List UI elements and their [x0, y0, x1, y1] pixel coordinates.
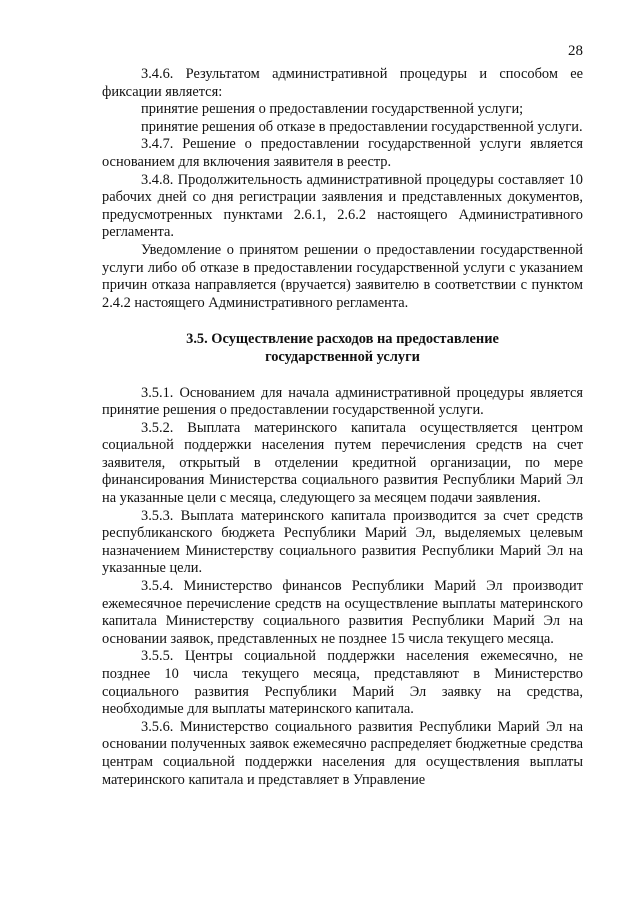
paragraph-3-5-4: 3.5.4. Министерство финансов Республики Марий Эл производит ежемесячное перечисление средств на осуществление выплаты материнского капитала Министерству социального развития Республики Марий Эл на основании заявок, представленных не позднее 15 числа текущего месяца. [102, 578, 583, 647]
paragraph-3-5-6: 3.5.6. Министерство социального развития Республики Марий Эл на основании полученных заявок ежемесячно распределяет бюджетные средства центрам социальной поддержки населения для осуществления выплаты материнского капитала и представляет в Управление [102, 718, 583, 788]
paragraph-notification: Уведомление о принятом решении о предоставлении государственной услуги либо об отказе в предоставлении государственной услуги с указанием причин отказа направляется (вручается) заявителю в соответствии с пунктом 2.4.2 настоящего Административного регламента. [102, 241, 583, 311]
paragraph-3-4-6: 3.4.6. Результатом административной процедуры и способом ее фиксации является: [102, 66, 583, 100]
document-body [102, 66, 583, 789]
paragraph-3-4-8: 3.4.8. Продолжительность административной процедуры составляет 10 рабочих дней со дня регистрации заявления и представленных документов, предусмотренных пунктами 2.6.1, 2.6.2 настоящего Административного регламента. [102, 171, 583, 241]
paragraph-3-5-5: 3.5.5. Центры социальной поддержки населения ежемесячно, не позднее 10 числа текущего месяца, представляют в Министерство социального развития Республики Марий Эл заявку на средства, необходимые для выплаты материнского капитала. [102, 648, 583, 718]
paragraph-decision-refusal: принятие решения об отказе в предоставлении государственной услуги. [141, 118, 583, 135]
paragraph-3-4-7: 3.4.7. Решение о предоставлении государственной услуги является основанием для включения заявителя в реестр. [102, 136, 583, 170]
paragraph-3-5-2: 3.5.2. Выплата материнского капитала осуществляется центром социальной поддержки населения путем перечисления средств на счет заявителя, открытый в отделении кредитной организации, по мере финансирования Министерства социального развития Республики Марий Эл на указанные цели с месяца, следующего за месяцем подачи заявления. [102, 419, 583, 507]
page-number: 28 [568, 43, 583, 59]
paragraph-3-5-3: 3.5.3. Выплата материнского капитала производится за счет средств республиканского бюджета Республики Марий Эл, выделяемых целевым назначением Министерству социального развития Республики Марий Эл на указанные цели. [102, 507, 583, 577]
paragraph-3-5-1: 3.5.1. Основанием для начала административной процедуры является принятие решения о предоставлении государственной услуги. [102, 384, 583, 419]
section-heading-line-2: государственной услуги [265, 348, 420, 365]
section-heading-line-1: 3.5. Осуществление расходов на предоставление [186, 331, 499, 348]
section-heading-3-5 [102, 331, 583, 366]
paragraph-decision-grant: принятие решения о предоставлении государственной услуги; [141, 101, 524, 118]
